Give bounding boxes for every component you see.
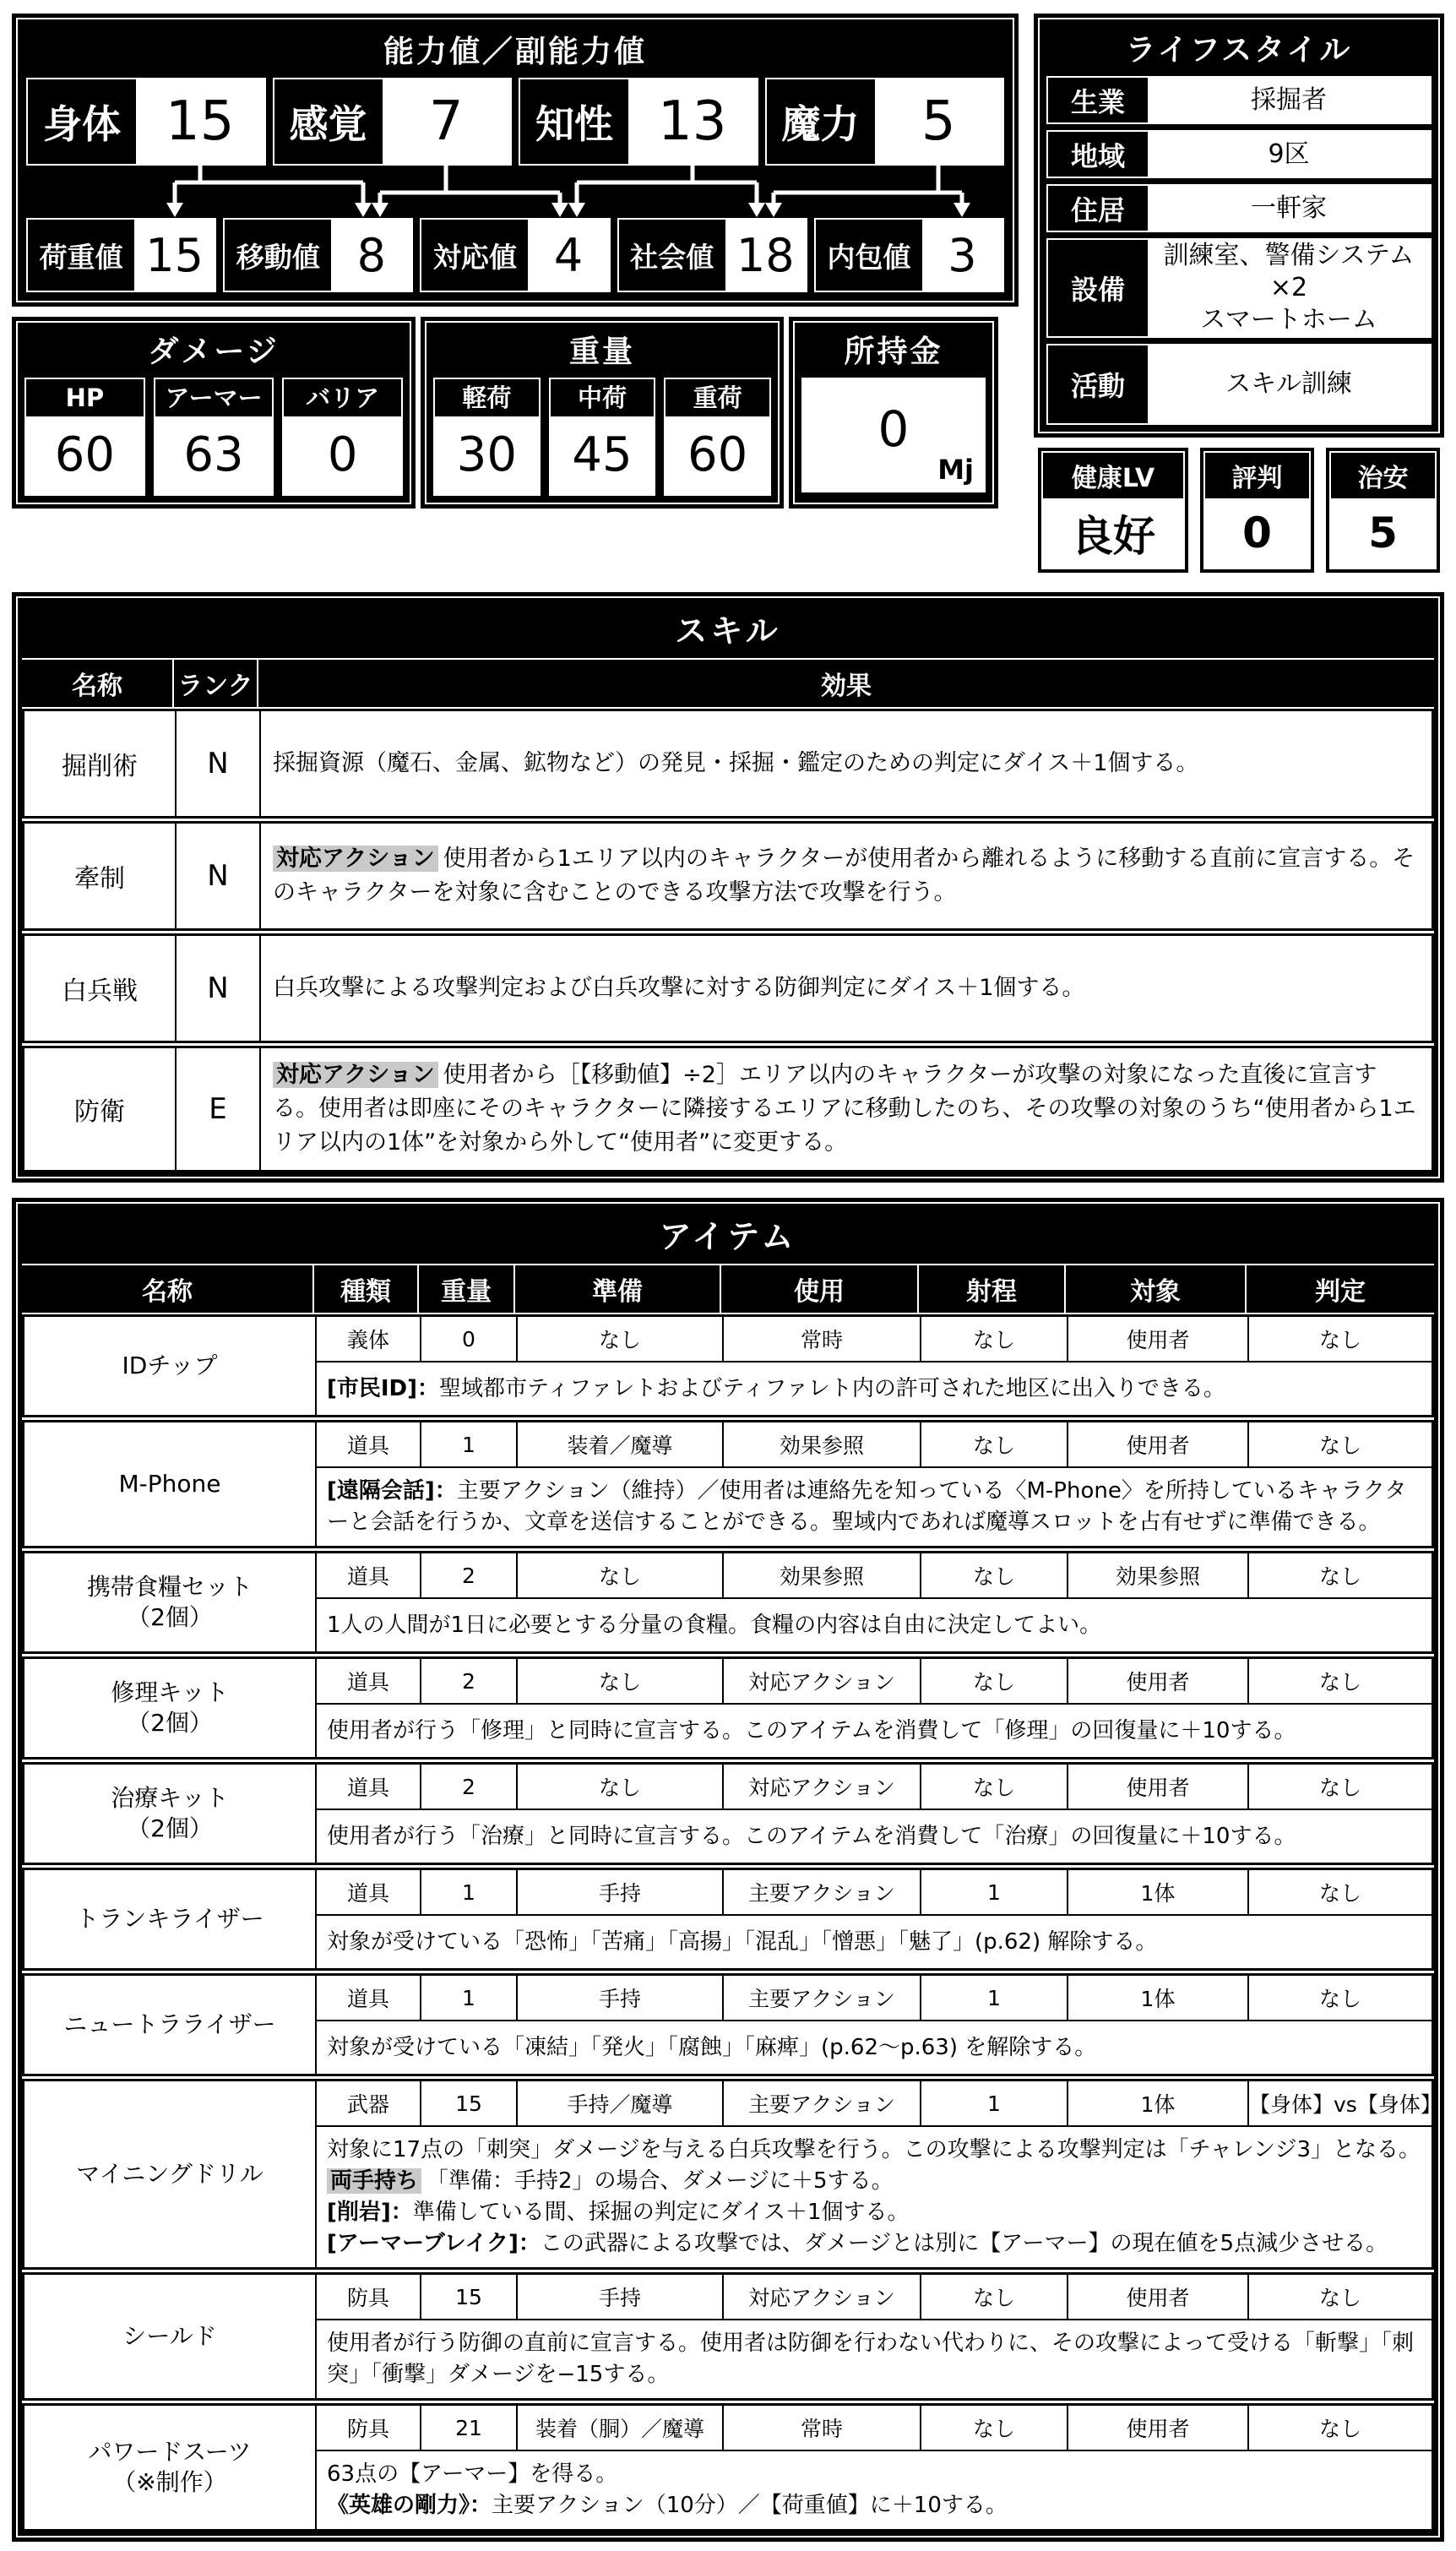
item-main	[317, 1553, 1432, 1651]
damage-cell-label: バリア	[306, 383, 380, 412]
item-stat: 対応アクション	[724, 1765, 921, 1809]
derived-values-row	[26, 218, 1004, 292]
item-stat: なし	[1318, 1987, 1361, 2011]
item-description	[317, 2021, 1432, 2074]
item-stat: 道具	[317, 1870, 421, 1914]
status-value: 良好	[1043, 498, 1183, 568]
item-stat: なし	[1318, 1670, 1361, 1694]
derived-value-value: 8	[331, 220, 411, 291]
item-stats-row	[317, 2081, 1442, 2127]
item-stat: なし	[921, 1659, 1068, 1703]
ability-label: 知性	[535, 101, 613, 147]
item-stat: なし	[921, 2406, 1068, 2450]
lifestyle-row-value	[1148, 345, 1430, 423]
item-stat: なし	[518, 1659, 724, 1703]
items-panel-title: アイテム	[659, 1218, 797, 1255]
item-stat: 1	[421, 1422, 518, 1466]
skill-effect-text: 対応アクション 使用者から1エリア以内のキャラクターが使用者から離れるように移動する直前に宣言する。そのキャラクターを対象に含むことのできる攻撃方法で攻撃を行う。	[273, 846, 1415, 906]
lifestyle-row-label: 生業	[1070, 85, 1125, 118]
item-stat: 道具	[317, 1659, 421, 1703]
status-label: 健康LV	[1071, 464, 1155, 493]
item-main	[317, 1870, 1432, 1968]
money-unit: Mj	[937, 454, 974, 486]
weight-cells	[433, 378, 771, 496]
skill-rank: N	[177, 824, 261, 928]
item-stat: 1	[921, 1976, 1068, 2020]
item-stat: 主要アクション	[724, 1870, 921, 1914]
skill-effect-text: 対応アクション 使用者から［【移動値】÷2］エリア以内のキャラクターが攻撃の対象になった直後に宣言する。使用者は即座にそのキャラクターに隣接するエリアに移動したのち、その攻撃の対象のうち“使用者から1エリア以内の1体”を対象から外して“使用者”に変更する。	[273, 1062, 1416, 1156]
items-body	[22, 1314, 1442, 2532]
lifestyle-row-value	[1148, 240, 1430, 336]
item-main	[317, 1976, 1432, 2074]
item-stat: なし	[518, 1553, 724, 1597]
weight-cell-label: 軽荷	[462, 383, 512, 412]
damage-panel-title: ダメージ	[148, 335, 280, 369]
item-stat: 常時	[724, 2406, 921, 2450]
skill-effect	[261, 936, 1432, 1041]
item-stat: 1	[421, 1976, 518, 2020]
column-header: 種類	[314, 1265, 419, 1313]
item-stats-row	[317, 1659, 1432, 1705]
item-description-line: 《英雄の剛力》：主要アクション（10分）／【荷重値】に＋10する。	[327, 2493, 1008, 2518]
skills-panel	[16, 596, 1440, 1178]
item-main	[317, 1765, 1432, 1863]
status-box	[1329, 451, 1437, 569]
item-description	[317, 1916, 1432, 1968]
item-stat: 効果参照	[1068, 1553, 1249, 1597]
derived-value-cell	[420, 218, 610, 292]
skill-effect	[261, 824, 1432, 928]
item-description-line: 使用者が行う防御の直前に宣言する。使用者は防御を行わない代わりに、その攻撃によって受ける「斬撃」「刺突」「衝撃」ダメージを−15する。	[327, 2331, 1415, 2387]
item-stat: なし	[921, 2275, 1068, 2319]
ability-cell	[26, 78, 266, 166]
item-stat: 1	[421, 1870, 518, 1914]
derived-value-value: 4	[528, 220, 608, 291]
ability-value: 5	[875, 79, 1003, 164]
item-row	[22, 1420, 1434, 1548]
item-stat: 15	[421, 2275, 518, 2319]
top-section	[12, 14, 1444, 573]
lifestyle-row	[1046, 130, 1432, 178]
item-description-line: [遠隔会話]：主要アクション（維持）／使用者は連絡先を知っている〈M-Phone〉を所持しているキャラクターと会話を行うか、文章を送信することができる。聖域内であれば魔導スロットを占有せずに準備できる。	[327, 1478, 1407, 1535]
item-description	[317, 2320, 1432, 2398]
damage-cell-label: HP	[65, 383, 105, 412]
item-stat: 0	[421, 1317, 518, 1361]
damage-cells	[24, 378, 403, 496]
items-column-headers	[22, 1264, 1434, 1314]
item-description-line: 63点の【アーマー】を得る。	[327, 2461, 618, 2487]
skills-panel-title: スキル	[675, 612, 781, 650]
damage-cell	[24, 378, 145, 496]
item-main	[317, 2275, 1432, 2398]
item-stat: 道具	[317, 1765, 421, 1809]
item-stat: 装着／魔導	[518, 1422, 724, 1466]
item-stats-row	[317, 2406, 1432, 2451]
skill-effect	[261, 1048, 1432, 1170]
ability-label: 感覚	[289, 101, 367, 147]
item-name-text: 修理キット	[111, 1678, 229, 1706]
item-row	[22, 1314, 1434, 1417]
item-name	[24, 1765, 317, 1863]
item-stat: 道具	[317, 1422, 421, 1466]
item-stat: 手持	[518, 2275, 724, 2319]
item-name	[24, 1659, 317, 1757]
item-stat: なし	[1318, 2417, 1361, 2441]
item-stat: なし	[1318, 2286, 1361, 2310]
lifestyle-row-label: 地域	[1070, 139, 1125, 172]
item-stat: 使用者	[1068, 1422, 1249, 1466]
item-main	[317, 2081, 1442, 2267]
lifestyle-row	[1046, 76, 1432, 124]
item-stat: 1	[921, 2081, 1068, 2125]
skill-name: 牽制	[24, 824, 177, 928]
item-stat: 道具	[317, 1976, 421, 2020]
skill-rank: N	[177, 936, 261, 1041]
item-name-text: M-Phone	[118, 1470, 221, 1498]
item-name-text: IDチップ	[122, 1352, 218, 1379]
item-stat: なし	[518, 1765, 724, 1809]
item-name-text: パワードスーツ	[88, 2438, 252, 2466]
column-header: 名称	[22, 660, 174, 707]
item-name-text: シールド	[122, 2322, 217, 2350]
weight-cell	[664, 378, 771, 496]
left-column	[12, 14, 1019, 573]
derived-value-label: 社会値	[630, 240, 714, 274]
weight-cell	[433, 378, 541, 496]
damage-cell	[282, 378, 403, 496]
bold-keyword-tag: [削岩]：	[327, 2200, 413, 2225]
item-name	[24, 2081, 317, 2267]
bold-keyword-tag: [アーマーブレイク]：	[327, 2231, 541, 2256]
item-description	[317, 1599, 1432, 1651]
item-stat: 2	[421, 1765, 518, 1809]
ability-cell	[519, 78, 758, 166]
item-description	[317, 2127, 1432, 2267]
money-cell	[801, 378, 986, 492]
item-stat: 1	[921, 1870, 1068, 1914]
item-name	[24, 1553, 317, 1651]
column-header: ランク	[174, 660, 258, 707]
item-description	[317, 1705, 1432, 1757]
right-column	[1034, 14, 1444, 573]
item-stat: 21	[421, 2406, 518, 2450]
lifestyle-row-label: 設備	[1070, 274, 1125, 306]
lifestyle-panel-title: ライフスタイル	[1125, 33, 1353, 68]
item-main	[317, 1659, 1432, 1757]
lifestyle-row	[1046, 344, 1432, 425]
lifestyle-value-line: 一軒家	[1251, 193, 1327, 223]
item-row	[22, 2403, 1434, 2532]
skill-row	[22, 1046, 1434, 1172]
status-row	[1038, 448, 1440, 573]
skill-row	[22, 821, 1434, 931]
status-value: 0	[1205, 498, 1309, 568]
item-description-line: 両手持ち 「準備：手持2」の場合、ダメージに＋5する。	[327, 2166, 1421, 2197]
item-name-subtext: （2個）	[127, 1814, 213, 1842]
item-stats-row	[317, 2275, 1432, 2320]
column-header: 対象	[1066, 1265, 1247, 1313]
item-description-line: 対象に17点の「刺突」ダメージを与える白兵攻撃を行う。この攻撃による攻撃判定は「チャレンジ3」となる。	[327, 2137, 1421, 2162]
item-stat: 義体	[317, 1317, 421, 1361]
lifestyle-panel	[1038, 18, 1440, 433]
item-stat: 装着（胴）／魔導	[518, 2406, 724, 2450]
lifestyle-row	[1046, 184, 1432, 232]
item-stat: 2	[421, 1553, 518, 1597]
item-name	[24, 1422, 317, 1546]
status-box	[1041, 451, 1185, 569]
item-description-line: 対象が受けている「恐怖」「苦痛」「高揚」「混乱」「憎悪」「魅了」(p.62) 解除する。	[327, 1928, 1158, 1955]
item-stat: 主要アクション	[724, 1976, 921, 2020]
item-stat: 手持／魔導	[518, 2081, 724, 2125]
item-stat: なし	[921, 1422, 1068, 1466]
item-stat: なし	[1318, 1433, 1361, 1458]
item-row	[22, 1868, 1434, 1971]
ability-label: 魔力	[781, 101, 860, 147]
lifestyle-row-label: 活動	[1070, 370, 1125, 402]
item-stat: 15	[421, 2081, 518, 2125]
item-name-text: トランキライザー	[75, 1905, 264, 1933]
item-name-subtext: （2個）	[127, 1709, 213, 1737]
item-stat: 防具	[317, 2275, 421, 2319]
item-stat: なし	[1318, 1881, 1361, 1906]
lifestyle-row-value	[1148, 132, 1430, 177]
damage-cell-value: 0	[284, 416, 401, 494]
skill-name: 掘削術	[24, 711, 177, 816]
item-stat: 使用者	[1068, 1317, 1249, 1361]
item-stat: なし	[921, 1765, 1068, 1809]
skills-body	[22, 709, 1434, 1172]
item-name-text: 携帯食糧セット	[86, 1573, 253, 1601]
item-stat: 主要アクション	[724, 2081, 921, 2125]
column-header: 効果	[821, 672, 872, 701]
item-row	[22, 2079, 1442, 2270]
lifestyle-value-line: 9区	[1268, 139, 1310, 169]
item-stat: 【身体】vs【身体】	[1249, 2092, 1442, 2117]
item-description-line: [アーマーブレイク]：この武器による攻撃では、ダメージとは別に【アーマー】の現在値を5点減少させる。	[327, 2231, 1388, 2256]
lifestyle-row	[1046, 238, 1432, 338]
derived-value-cell	[814, 218, 1004, 292]
skill-effect-text: 白兵攻撃による攻撃判定および白兵攻撃に対する防御判定にダイス＋1個する。	[273, 975, 1085, 1001]
item-stats-row	[317, 1765, 1432, 1810]
bold-keyword-tag: [市民ID]：	[327, 1375, 440, 1401]
abilities-row	[26, 78, 1004, 166]
status-box	[1203, 451, 1311, 569]
column-header: 準備	[515, 1265, 721, 1313]
status-label: 治安	[1357, 464, 1409, 493]
item-name	[24, 1976, 317, 2074]
item-stat: 1体	[1068, 2081, 1249, 2125]
item-description	[317, 1468, 1432, 1546]
item-description-line: [市民ID]：聖域都市ティファレトおよびティファレト内の許可された地区に出入りできる。	[327, 1375, 1225, 1401]
damage-cell-label: アーマー	[165, 383, 263, 412]
item-row	[22, 1551, 1434, 1654]
item-name	[24, 1870, 317, 1968]
item-stat: なし	[1318, 1328, 1361, 1352]
action-timing-tag: 両手持ち	[327, 2168, 421, 2194]
item-description	[317, 1810, 1432, 1863]
item-stat: 使用者	[1068, 2406, 1249, 2450]
money-panel	[793, 321, 994, 504]
item-stat: 手持	[518, 1976, 724, 2020]
ability-value: 7	[383, 79, 511, 164]
lifestyle-row-label: 住居	[1070, 193, 1125, 226]
item-stat: 1体	[1068, 1976, 1249, 2020]
bold-keyword-tag: [遠隔会話]：	[327, 1478, 457, 1504]
item-stat: 使用者	[1068, 1659, 1249, 1703]
item-stat: 使用者	[1068, 2275, 1249, 2319]
item-name-text: マイニングドリル	[76, 2160, 263, 2188]
item-name-subtext: （2個）	[127, 1603, 213, 1631]
damage-cell	[154, 378, 274, 496]
item-main	[317, 1317, 1432, 1415]
item-stat: 武器	[317, 2081, 421, 2125]
weight-cell-label: 中荷	[578, 383, 627, 412]
weight-cell-value: 45	[551, 416, 655, 494]
derived-value-label: 移動値	[236, 240, 320, 274]
weight-panel	[425, 321, 780, 504]
item-description-line: [削岩]：準備している間、採掘の判定にダイス＋1個する。	[327, 2200, 910, 2225]
derived-value-label: 内包値	[827, 240, 911, 274]
item-stat: 1体	[1068, 1870, 1249, 1914]
skill-rank: N	[177, 711, 261, 816]
column-header: 射程	[919, 1265, 1066, 1313]
action-timing-tag: 対応アクション	[273, 846, 438, 872]
weight-cell	[549, 378, 656, 496]
skill-name: 防衛	[24, 1048, 177, 1170]
item-description	[317, 2451, 1432, 2529]
item-name	[24, 2406, 317, 2529]
item-name	[24, 2275, 317, 2398]
lifestyle-value-line: スマートホーム	[1200, 305, 1377, 335]
abilities-panel	[16, 18, 1014, 302]
lifestyle-rows	[1046, 76, 1432, 425]
item-name-text: 治療キット	[111, 1784, 229, 1812]
item-row	[22, 1656, 1434, 1760]
action-timing-tag: 対応アクション	[273, 1062, 438, 1088]
weight-cell-value: 60	[666, 416, 769, 494]
lifestyle-row-value	[1148, 78, 1430, 122]
ability-value: 13	[628, 79, 757, 164]
damage-cell-value: 60	[26, 416, 144, 494]
skill-effect-text: 採掘資源（魔石、金属、鉱物など）の発見・採掘・鑑定のための判定にダイス＋1個する。	[273, 750, 1199, 776]
item-description-line: 1人の人間が1日に必要とする分量の食糧。食糧の内容は自由に決定してよい。	[327, 1612, 1102, 1638]
item-stats-row	[317, 1317, 1432, 1363]
lifestyle-value-line: 採掘者	[1251, 84, 1327, 115]
derived-value-value: 3	[922, 220, 1002, 291]
item-stat: なし	[1318, 1776, 1361, 1800]
item-row	[22, 2272, 1434, 2401]
item-row	[22, 1973, 1434, 2076]
item-stat: 効果参照	[724, 1553, 921, 1597]
item-stats-row	[317, 1976, 1432, 2021]
skill-name: 白兵戦	[24, 936, 177, 1041]
derived-value-cell	[26, 218, 216, 292]
skill-rank: E	[177, 1048, 261, 1170]
item-stat: なし	[921, 1317, 1068, 1361]
money-panel-title: 所持金	[844, 335, 943, 369]
item-stats-row	[317, 1422, 1432, 1468]
item-name	[24, 1317, 317, 1415]
items-panel	[16, 1202, 1440, 2537]
skill-row	[22, 709, 1434, 819]
lifestyle-value-line: スキル訓練	[1225, 369, 1352, 399]
item-stat: 防具	[317, 2406, 421, 2450]
skill-effect	[261, 711, 1432, 816]
item-stat: 常時	[724, 1317, 921, 1361]
item-description	[317, 1363, 1432, 1415]
derived-value-cell	[223, 218, 413, 292]
status-value: 5	[1331, 498, 1435, 568]
status-label: 評判	[1231, 464, 1283, 493]
ability-label: 身体	[43, 101, 121, 147]
mid-row	[12, 317, 1019, 509]
derived-value-cell	[617, 218, 807, 292]
skill-row	[22, 933, 1434, 1043]
column-header: 使用	[721, 1265, 919, 1313]
lifestyle-value-line: 訓練室、警備システム×2	[1163, 241, 1415, 302]
item-stat: 2	[421, 1659, 518, 1703]
item-description-line: 使用者が行う「修理」と同時に宣言する。このアイテムを消費して「修理」の回復量に＋10する。	[327, 1717, 1296, 1743]
ability-cell	[765, 78, 1005, 166]
damage-panel	[16, 321, 411, 504]
lifestyle-row-value	[1148, 186, 1430, 231]
column-header: 名称	[22, 1265, 314, 1313]
item-description-line: 対象が受けている「凍結」「発火」「腐蝕」「麻痺」(p.62～p.63) を解除する。	[327, 2034, 1097, 2060]
item-main	[317, 2406, 1432, 2529]
item-name-text: ニュートラライザー	[63, 2010, 276, 2038]
weight-cell-value: 30	[435, 416, 539, 494]
item-stat: なし	[1318, 1564, 1361, 1589]
item-stat: 対応アクション	[724, 2275, 921, 2319]
bold-keyword-tag: 《英雄の剛力》：	[327, 2493, 492, 2518]
derived-value-label: 対応値	[432, 240, 517, 274]
item-description-line: 使用者が行う「治療」と同時に宣言する。このアイテムを消費して「治療」の回復量に＋10する。	[327, 1823, 1296, 1849]
item-stat: 道具	[317, 1553, 421, 1597]
damage-cell-value: 63	[155, 416, 273, 494]
item-stat: 対応アクション	[724, 1659, 921, 1703]
weight-cell-label: 重荷	[693, 383, 742, 412]
item-stat: なし	[921, 1553, 1068, 1597]
item-stat: 効果参照	[724, 1422, 921, 1466]
abilities-panel-title: 能力値／副能力値	[383, 35, 647, 69]
derived-value-value: 18	[725, 220, 806, 291]
ability-value: 15	[136, 79, 264, 164]
item-stat: なし	[518, 1317, 724, 1361]
column-header: 判定	[1315, 1277, 1366, 1307]
item-stats-row	[317, 1870, 1432, 1916]
item-main	[317, 1422, 1432, 1546]
skills-column-headers	[22, 658, 1434, 709]
derived-value-value: 15	[134, 220, 215, 291]
derived-value-label: 荷重値	[39, 240, 123, 274]
ability-cell	[273, 78, 513, 166]
item-stats-row	[317, 1553, 1432, 1599]
weight-panel-title: 重量	[568, 335, 635, 369]
item-row	[22, 1762, 1434, 1865]
item-name-subtext: （※制作）	[112, 2468, 227, 2496]
item-stat: 手持	[518, 1870, 724, 1914]
money-value: 0	[877, 400, 910, 458]
column-header: 重量	[419, 1265, 515, 1313]
item-stat: 使用者	[1068, 1765, 1249, 1809]
ability-flow-arrows	[26, 166, 1004, 218]
